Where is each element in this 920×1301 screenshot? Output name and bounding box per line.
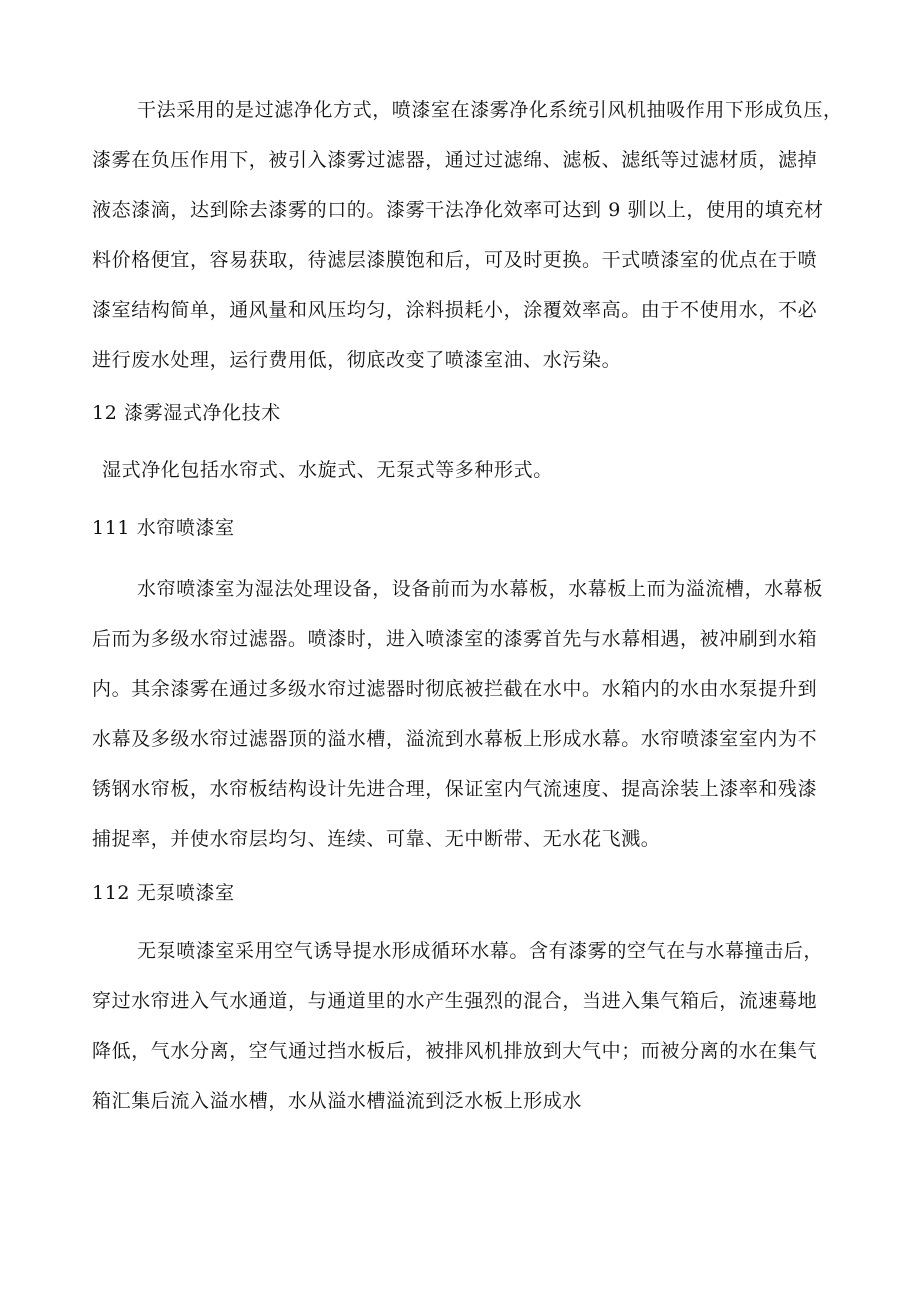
text-line: 降低，气水分离，空气通过挡水板后，被排风机排放到大气中；而被分离的水在集气 — [92, 1040, 818, 1062]
text-line: 水帘喷漆室为湿法处理设备，设备前而为水幕板，水幕板上而为溢流槽，水幕板 — [137, 578, 824, 600]
text-line: 漆雾在负压作用下，被引入漆雾过滤器，通过过滤绵、滤板、滤纸等过滤材质，滤掉 — [92, 149, 818, 171]
paragraph-wet-forms: 湿式净化包括水帘式、水旋式、无泵式等多种形式。 — [102, 459, 553, 481]
text-line: 料价格便宜，容易获取，待滤层漆膜饱和后，可及时更换。干式喷漆室的优点在于喷 — [92, 249, 818, 271]
text-line: 锈钢水帘板，水帘板结构设计先进合理，保证室内气流速度、提高涂装上漆率和残漆 — [92, 778, 818, 800]
text-line: 进行废水处理，运行费用低，彻底改变了喷漆室油、水污染。 — [92, 349, 622, 371]
text-line: 箱汇集后流入溢水槽，水从溢水槽溢流到泛水板上形成水 — [92, 1090, 583, 1112]
text-line: 干法采用的是过滤净化方式，喷漆室在漆雾净化系统引风机抽吸作用下形成负压， — [137, 99, 843, 121]
text-line: 漆室结构简单，通风量和风压均匀，涂料损耗小，涂覆效率高。由于不使用水，不必 — [92, 299, 818, 321]
section-heading-pumpless-booth: 112 无泵喷漆室 — [92, 882, 235, 904]
text-line: 后而为多级水帘过滤器。喷漆时，进入喷漆室的漆雾首先与水幕相遇，被冲刷到水箱 — [92, 628, 818, 650]
section-heading-water-curtain-booth: 111 水帘喷漆室 — [92, 517, 235, 539]
text-line: 水幕及多级水帘过滤器顶的溢水槽，溢流到水幕板上形成水幕。水帘喷漆室室内为不 — [92, 728, 818, 750]
text-line: 捕捉率，并使水帘层均匀、连续、可靠、无中断带、无水花飞溅。 — [92, 828, 661, 850]
text-line: 内。其余漆雾在通过多级水帘过滤器时彻底被拦截在水中。水箱内的水由水泵提升到 — [92, 678, 818, 700]
section-heading-wet-purification: 12 漆雾湿式净化技术 — [92, 402, 281, 424]
text-line: 无泵喷漆室采用空气诱导提水形成循环水幕。含有漆雾的空气在与水幕撞击后， — [137, 940, 824, 962]
text-line: 穿过水帘进入气水通道，与通道里的水产生强烈的混合，当进入集气箱后，流速蓦地 — [92, 990, 818, 1012]
text-line: 液态漆滴，达到除去漆雾的口的。漆雾干法净化效率可达到 9 驯以上，使用的填充材 — [92, 199, 824, 221]
